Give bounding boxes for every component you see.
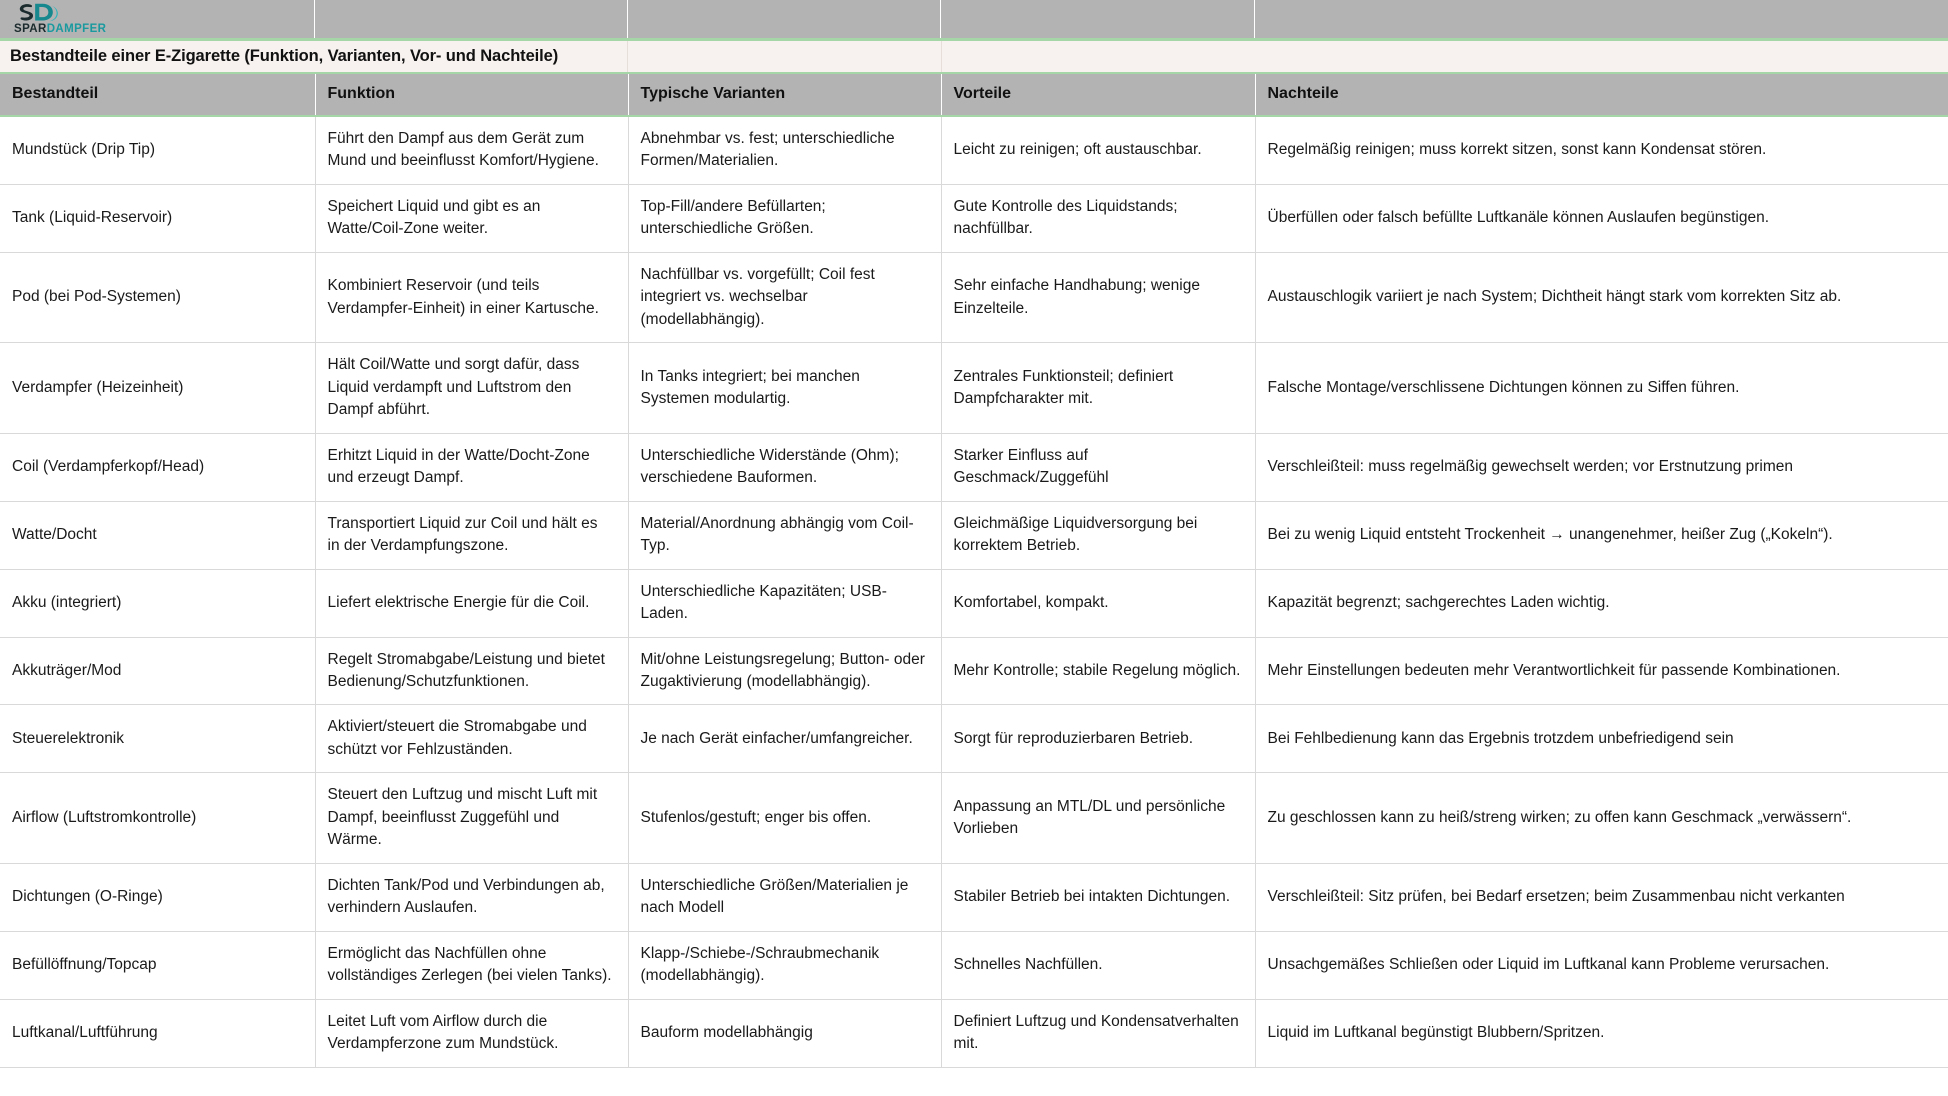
logo-word-dampfer: DAMPFER: [46, 22, 107, 35]
cell-nachteile: Kapazität begrenzt; sachgerechtes Laden wichtig.: [1255, 569, 1948, 637]
cell-funktion: Erhitzt Liquid in der Watte/Docht-Zone und erzeugt Dampf.: [315, 433, 628, 501]
cell-varianten: Nachfüllbar vs. vorgefüllt; Coil fest integriert vs. wechselbar (modellabhängig).: [628, 252, 941, 342]
cell-nachteile: Falsche Montage/verschlissene Dichtungen können zu Siffen führen.: [1255, 343, 1948, 433]
logo-strip-filler-4: [1255, 0, 1948, 38]
title-filler-2: [942, 41, 1635, 72]
table-row: [0, 931, 1948, 999]
logo-strip-filler-2: [628, 0, 941, 38]
cell-varianten: Mit/ohne Leistungsregelung; Button- oder Zugaktivierung (modellabhängig).: [628, 637, 941, 705]
cell-funktion: Liefert elektrische Energie für die Coil.: [315, 569, 628, 637]
logo-strip-filler-1: [315, 0, 628, 38]
cell-varianten: Top-Fill/andere Befüllarten; unterschiedliche Größen.: [628, 184, 941, 252]
table-row: [0, 184, 1948, 252]
cell-vorteile: Gute Kontrolle des Liquidstands; nachfüllbar.: [941, 184, 1255, 252]
cell-nachteile: Mehr Einstellungen bedeuten mehr Verantwortlichkeit für passende Kombinationen.: [1255, 637, 1948, 705]
table-row: [0, 501, 1948, 569]
cell-varianten: Klapp-/Schiebe-/Schraubmechanik (modellabhängig).: [628, 931, 941, 999]
cell-nachteile: Unsachgemäßes Schließen oder Liquid im Luftkanal kann Probleme verursachen.: [1255, 931, 1948, 999]
title-filler-1: [628, 41, 942, 72]
column-header-bestandteil[interactable]: Bestandteil: [0, 74, 315, 116]
table-row: [0, 863, 1948, 931]
column-header-vorteile[interactable]: Vorteile: [941, 74, 1255, 116]
cell-vorteile: Sehr einfache Handhabung; wenige Einzelteile.: [941, 252, 1255, 342]
table-title-cell: [0, 41, 628, 72]
cell-funktion: Steuert den Luftzug und mischt Luft mit Dampf, beeinflusst Zuggefühl und Wärme.: [315, 773, 628, 863]
cell-bestandteil: Luftkanal/Luftführung: [0, 999, 315, 1067]
cell-bestandteil: Airflow (Luftstromkontrolle): [0, 773, 315, 863]
table-row: [0, 705, 1948, 773]
cell-nachteile: Bei zu wenig Liquid entsteht Trockenheit → unangenehmer, heißer Zug („Kokeln“).: [1255, 501, 1948, 569]
cell-varianten: Unterschiedliche Größen/Materialien je nach Modell: [628, 863, 941, 931]
cell-bestandteil: Akku (integriert): [0, 569, 315, 637]
logo-strip-filler-3: [941, 0, 1255, 38]
cell-bestandteil: Akkuträger/Mod: [0, 637, 315, 705]
spardampfer-logo: [14, 1, 106, 36]
cell-bestandteil: Dichtungen (O-Ringe): [0, 863, 315, 931]
cell-varianten: Unterschiedliche Kapazitäten; USB-Laden.: [628, 569, 941, 637]
table-row: [0, 773, 1948, 863]
column-header-varianten[interactable]: Typische Varianten: [628, 74, 941, 116]
cell-vorteile: Leicht zu reinigen; oft austauschbar.: [941, 116, 1255, 184]
cell-funktion: Leitet Luft vom Airflow durch die Verdampferzone zum Mundstück.: [315, 999, 628, 1067]
cell-vorteile: Definiert Luftzug und Kondensatverhalten mit.: [941, 999, 1255, 1067]
cell-nachteile: Bei Fehlbedienung kann das Ergebnis trotzdem unbefriedigend sein: [1255, 705, 1948, 773]
cell-vorteile: Mehr Kontrolle; stabile Regelung möglich.: [941, 637, 1255, 705]
logo-strip: [0, 0, 1948, 40]
table-header-row: [0, 74, 1948, 116]
cell-vorteile: Komfortabel, kompakt.: [941, 569, 1255, 637]
table-row: [0, 116, 1948, 184]
cell-funktion: Hält Coil/Watte und sorgt dafür, dass Liquid verdampft und Luftstrom den Dampf abführt.: [315, 343, 628, 433]
cell-nachteile: Austauschlogik variiert je nach System; Dichtheit hängt stark vom korrekten Sitz ab.: [1255, 252, 1948, 342]
table-row: [0, 252, 1948, 342]
table-head: [0, 74, 1948, 116]
cell-varianten: In Tanks integriert; bei manchen Systemen modulartig.: [628, 343, 941, 433]
page-title: Bestandteile einer E-Zigarette (Funktion, Varianten, Vor- und Nachteile): [10, 47, 559, 65]
cell-bestandteil: Mundstück (Drip Tip): [0, 116, 315, 184]
logo-word-spar: SPAR: [14, 22, 47, 35]
cell-funktion: Transportiert Liquid zur Coil und hält es in der Verdampfungszone.: [315, 501, 628, 569]
cell-bestandteil: Tank (Liquid-Reservoir): [0, 184, 315, 252]
table-title-row: [0, 40, 1948, 74]
table-row: [0, 637, 1948, 705]
cell-varianten: Stufenlos/gestuft; enger bis offen.: [628, 773, 941, 863]
column-header-funktion[interactable]: Funktion: [315, 74, 628, 116]
cell-vorteile: Zentrales Funktionsteil; definiert Dampfcharakter mit.: [941, 343, 1255, 433]
table-row: [0, 569, 1948, 637]
sd-monogram-icon: [14, 1, 68, 23]
cell-varianten: Abnehmbar vs. fest; unterschiedliche Formen/Materialien.: [628, 116, 941, 184]
cell-bestandteil: Pod (bei Pod-Systemen): [0, 252, 315, 342]
cell-bestandteil: Coil (Verdampferkopf/Head): [0, 433, 315, 501]
column-header-nachteile[interactable]: Nachteile: [1255, 74, 1948, 116]
cell-nachteile: Zu geschlossen kann zu heiß/streng wirken; zu offen kann Geschmack „verwässern“.: [1255, 773, 1948, 863]
cell-funktion: Aktiviert/steuert die Stromabgabe und schützt vor Fehlzuständen.: [315, 705, 628, 773]
cell-varianten: Unterschiedliche Widerstände (Ohm); verschiedene Bauformen.: [628, 433, 941, 501]
cell-vorteile: Starker Einfluss auf Geschmack/Zuggefühl: [941, 433, 1255, 501]
cell-varianten: Material/Anordnung abhängig vom Coil-Typ.: [628, 501, 941, 569]
cell-nachteile: Überfüllen oder falsch befüllte Luftkanäle können Auslaufen begünstigen.: [1255, 184, 1948, 252]
table-row: [0, 433, 1948, 501]
table-row: [0, 999, 1948, 1067]
cell-funktion: Ermöglicht das Nachfüllen ohne vollständiges Zerlegen (bei vielen Tanks).: [315, 931, 628, 999]
cell-bestandteil: Befüllöffnung/Topcap: [0, 931, 315, 999]
cell-funktion: Regelt Stromabgabe/Leistung und bietet Bedienung/Schutzfunktionen.: [315, 637, 628, 705]
logo-wordmark: [14, 24, 106, 36]
components-table: [0, 74, 1948, 1068]
logo-cell: [0, 0, 315, 38]
cell-vorteile: Stabiler Betrieb bei intakten Dichtungen.: [941, 863, 1255, 931]
cell-funktion: Speichert Liquid und gibt es an Watte/Coil-Zone weiter.: [315, 184, 628, 252]
cell-vorteile: Gleichmäßige Liquidversorgung bei korrektem Betrieb.: [941, 501, 1255, 569]
cell-bestandteil: Watte/Docht: [0, 501, 315, 569]
cell-bestandteil: Steuerelektronik: [0, 705, 315, 773]
table-row: [0, 343, 1948, 433]
cell-nachteile: Verschleißteil: Sitz prüfen, bei Bedarf ersetzen; beim Zusammenbau nicht verkanten: [1255, 863, 1948, 931]
cell-funktion: Kombiniert Reservoir (und teils Verdampfer-Einheit) in einer Kartusche.: [315, 252, 628, 342]
cell-vorteile: Anpassung an MTL/DL und persönliche Vorlieben: [941, 773, 1255, 863]
table-body: [0, 116, 1948, 1067]
cell-nachteile: Liquid im Luftkanal begünstigt Blubbern/Spritzen.: [1255, 999, 1948, 1067]
cell-funktion: Dichten Tank/Pod und Verbindungen ab, verhindern Auslaufen.: [315, 863, 628, 931]
cell-funktion: Führt den Dampf aus dem Gerät zum Mund und beeinflusst Komfort/Hygiene.: [315, 116, 628, 184]
cell-varianten: Je nach Gerät einfacher/umfangreicher.: [628, 705, 941, 773]
cell-bestandteil: Verdampfer (Heizeinheit): [0, 343, 315, 433]
cell-nachteile: Regelmäßig reinigen; muss korrekt sitzen, sonst kann Kondensat stören.: [1255, 116, 1948, 184]
cell-varianten: Bauform modellabhängig: [628, 999, 941, 1067]
cell-vorteile: Sorgt für reproduzierbaren Betrieb.: [941, 705, 1255, 773]
cell-nachteile: Verschleißteil: muss regelmäßig gewechselt werden; vor Erstnutzung primen: [1255, 433, 1948, 501]
cell-vorteile: Schnelles Nachfüllen.: [941, 931, 1255, 999]
